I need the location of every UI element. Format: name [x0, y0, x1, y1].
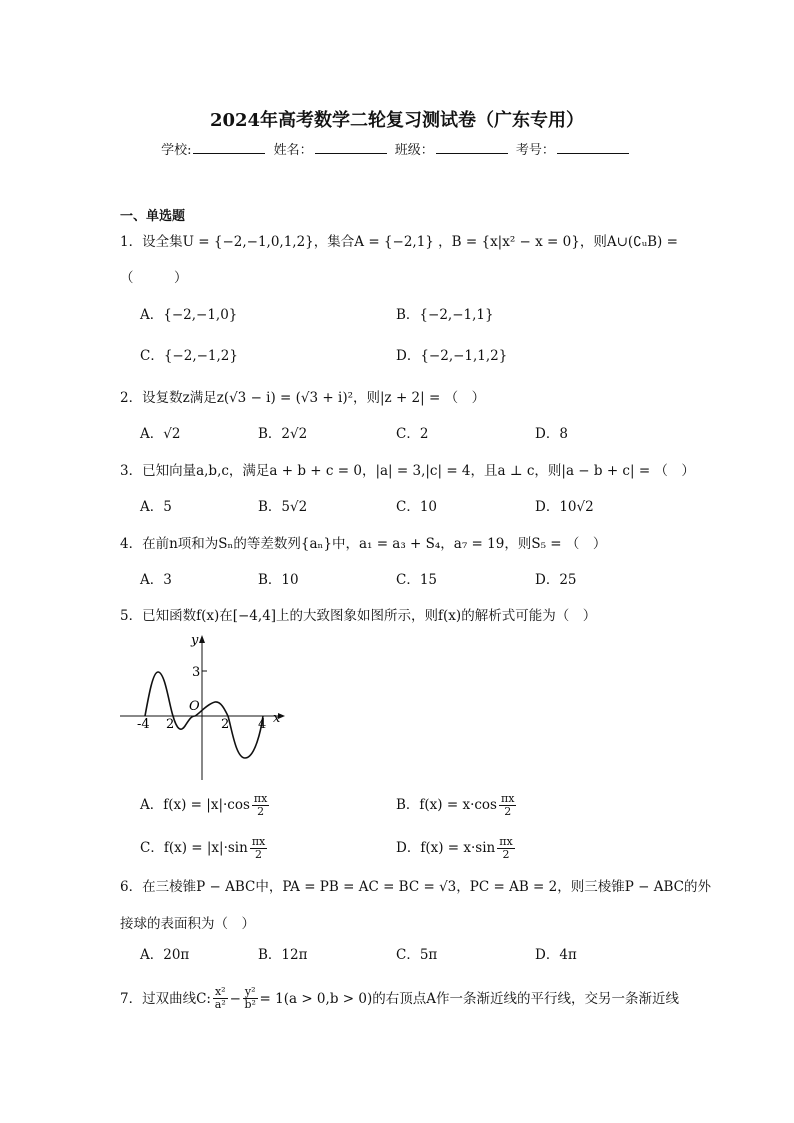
question-7-stem: [120, 986, 679, 1011]
question-6-option-c[interactable]: C．5π: [396, 947, 438, 963]
option-c-fraction: [250, 836, 267, 861]
question-1-option-c[interactable]: C．{−2,−1,2}: [140, 348, 238, 364]
question-1-option-d[interactable]: D．{−2,−1,1,2}: [396, 348, 508, 364]
question-4-option-d[interactable]: D．25: [535, 572, 577, 588]
question-2-option-b[interactable]: B．2√2: [258, 426, 308, 442]
question-4-stem: 4．在前n项和为Sₙ的等差数列{aₙ}中，a₁ = a₃ + S₄，a₇ = 19，则S₅ = （ ）: [120, 536, 607, 552]
question-7-prefix: 7．过双曲线C:: [120, 990, 211, 1007]
x-axis-label: x: [273, 711, 281, 726]
option-d-expression: D．f(x) = x·sin: [396, 840, 496, 856]
fraction-denominator: 2: [255, 848, 263, 861]
name-blank[interactable]: [315, 141, 387, 154]
question-6-option-d[interactable]: D．4π: [535, 947, 577, 963]
question-1-stem-line2: （ ）: [120, 270, 188, 286]
question-2-option-c[interactable]: C．2: [396, 426, 429, 442]
question-4-option-c[interactable]: C．15: [396, 572, 438, 588]
fraction-denominator: 2: [504, 805, 512, 818]
x-tick-label-4: 4: [258, 717, 267, 732]
y-tick-label-3: 3: [192, 665, 201, 680]
option-a-expression: A．f(x) = |x|·cos: [140, 797, 250, 813]
question-1-option-a[interactable]: A．{−2,−1,0}: [140, 307, 238, 323]
question-6-option-b[interactable]: B．12π: [258, 947, 308, 963]
question-2-option-a[interactable]: A．√2: [140, 426, 181, 442]
question-3-option-c[interactable]: C．10: [396, 499, 438, 515]
question-7-fraction-x: [213, 986, 228, 1011]
y-axis-label: y: [191, 633, 199, 648]
page-title: 2024年高考数学二轮复习测试卷（广东专用）: [209, 110, 585, 131]
question-6-stem: 6．在三棱锥P − ABC中，PA = PB = AC = BC = √3，PC = AB = 2，则三棱锥P − ABC的外: [120, 879, 711, 895]
fraction-numerator: x²: [214, 985, 226, 998]
school-label: 学校:: [161, 143, 192, 158]
question-3-option-d[interactable]: D．10√2: [535, 499, 594, 515]
question-5-stem: 5．已知函数f(x)在[−4,4]上的大致图象如图所示，则f(x)的解析式可能为（ ）: [120, 608, 597, 624]
fraction-numerator: πx: [253, 792, 268, 805]
name-label: 姓名：: [273, 143, 313, 158]
student-info-line: [0, 139, 794, 158]
question-5-option-b[interactable]: [396, 793, 518, 818]
x-tick-label-neg4: -4: [137, 717, 150, 732]
question-4-option-b[interactable]: B．10: [258, 572, 299, 588]
school-blank[interactable]: [193, 141, 265, 154]
fraction-denominator: 2: [257, 805, 265, 818]
exam-no-label: 考号：: [515, 143, 555, 158]
class-blank[interactable]: [436, 141, 508, 154]
x-tick-label-2: 2: [221, 717, 230, 732]
function-curve: [145, 672, 263, 758]
question-1-stem: 1．设全集U = {−2,−1,0,1,2}，集合A = {−2,1} ，B = {x|x² − x = 0}，则A∪(∁ᵤB) =: [120, 234, 678, 250]
question-4-option-a[interactable]: A．3: [140, 572, 172, 588]
question-7-fraction-y: [243, 986, 258, 1011]
fraction-numerator: πx: [251, 835, 266, 848]
function-graph: [115, 630, 290, 785]
question-3-option-b[interactable]: B．5√2: [258, 499, 308, 515]
fraction-numerator: y²: [244, 985, 256, 998]
question-5-option-a[interactable]: [140, 793, 271, 818]
question-6-stem-line2: 接球的表面积为（ ）: [120, 916, 255, 932]
fraction-numerator: πx: [500, 792, 515, 805]
question-7-minus: −: [229, 990, 241, 1007]
option-b-fraction: [499, 793, 516, 818]
origin-label: O: [189, 699, 200, 714]
question-1-option-b[interactable]: B．{−2,−1,1}: [396, 307, 494, 323]
question-7-suffix: = 1(a > 0,b > 0)的右顶点A作一条渐近线的平行线，交另一条渐近线: [259, 990, 679, 1007]
question-2-option-d[interactable]: D．8: [535, 426, 568, 442]
exam-no-blank[interactable]: [557, 141, 629, 154]
fraction-numerator: πx: [499, 835, 513, 848]
question-5-option-d[interactable]: [396, 836, 517, 861]
fraction-denominator: a²: [214, 998, 226, 1011]
fraction-denominator: b²: [244, 998, 256, 1011]
y-axis-arrow: [199, 635, 205, 643]
section-title: 一、单选题: [120, 209, 186, 224]
class-label: 班级：: [394, 143, 434, 158]
option-a-fraction: [252, 793, 269, 818]
fraction-denominator: 2: [502, 848, 510, 861]
question-5-option-c[interactable]: [140, 836, 269, 861]
option-b-expression: B．f(x) = x·cos: [396, 797, 497, 813]
question-2-stem: 2．设复数z满足z(√3 − i) = (√3 + i)²，则|z + 2| = （ ）: [120, 390, 486, 406]
question-3-option-a[interactable]: A．5: [140, 499, 172, 515]
question-3-stem: 3．已知向量a,b,c，满足a + b + c = 0，|a| = 3,|c| = 4，且a ⊥ c，则|a − b + c| = （ ）: [120, 463, 695, 479]
x-tick-label-neg2: 2: [166, 717, 175, 732]
option-c-expression: C．f(x) = |x|·sin: [140, 840, 248, 856]
option-d-fraction: [497, 836, 514, 861]
question-6-option-a[interactable]: A．20π: [140, 947, 190, 963]
